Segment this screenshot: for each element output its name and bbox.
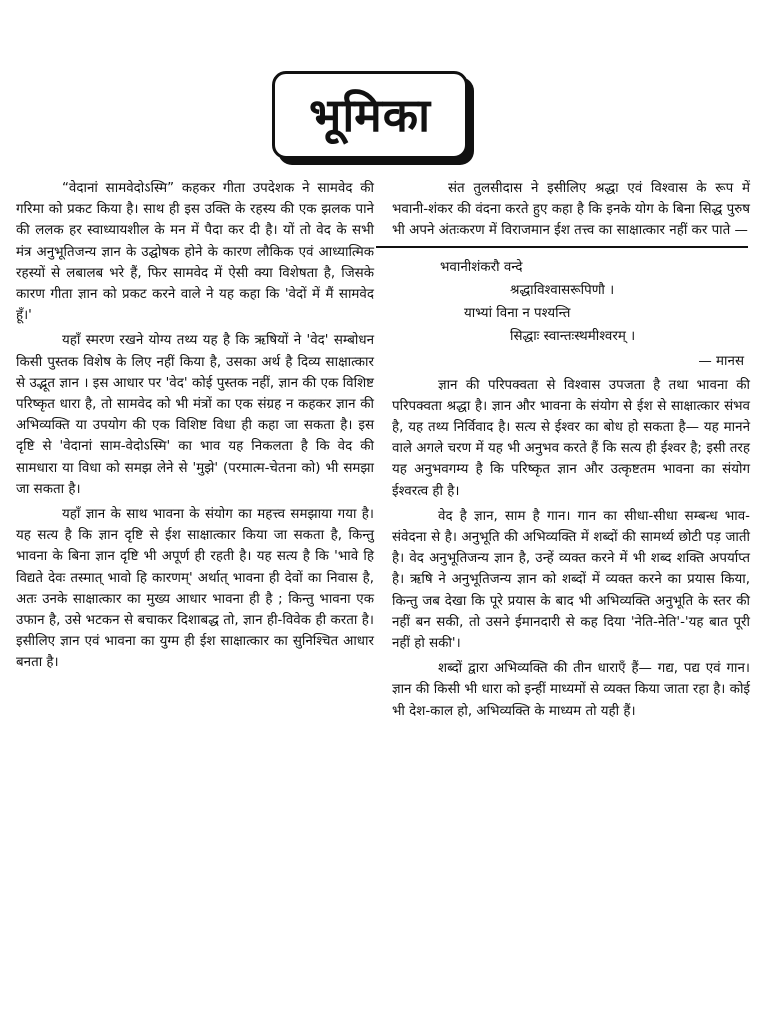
divider-rule xyxy=(376,246,748,248)
verse-line-2: श्रद्धाविश्वासरूपिणौ । xyxy=(510,282,615,298)
left-paragraph-1: “वेदानां सामवेदोऽस्मि” कहकर गीता उपदेशक ने सामवेद की गरिमा को प्रकट किया है। साथ ही इस उक्ति के रहस्य की एक झलक पाने की ललक हर स्वाध्यायशील के मन में पैदा कर दी है। यों तो वेद के सभी मंत्र अनुभूतिजन्य ज्ञान के उद्घोषक होने के कारण लौकिक एवं आध्यात्मिक रहस्यों से लबालब भरे हैं, फिर सामवेद में ऐसी क्या विशेषता है, जिसके कारण गीता ज्ञान को प्रकट करने वाले ने यह कहा कि 'वेदों में मैं सामवेद हूँ।' xyxy=(16,181,374,324)
verse-source: — मानस xyxy=(698,353,744,369)
right-intro-paragraph: संत तुलसीदास ने इसीलिए श्रद्धा एवं विश्वास के रूप में भवानी-शंकर की वंदना करते हुए कहा है कि इनके योग के बिना सिद्ध पुरुष भी अपने अंतःकरण में विराजमान ईश तत्त्व का साक्षात्कार नहीं कर पाते — xyxy=(392,181,750,239)
title-box xyxy=(272,71,468,159)
verse-block xyxy=(392,256,750,348)
right-paragraph-2: वेद है ज्ञान, साम है गान। गान का सीधा-सीधा सम्बन्ध भाव-संवेदना से है। अनुभूति की अभिव्यक्ति में शब्दों की सामर्थ्य छोटी पड़ जाती है। वेद अनुभूतिजन्य ज्ञान है, उन्हें व्यक्त करने में भी शब्द शक्ति अपर्याप्त है। ऋषि ने अनुभूतिजन्य ज्ञान को शब्दों में व्यक्त करने का प्रयास किया, किन्तु जब देखा कि पूरे प्रयास के बाद भी अभिव्यक्ति अनुभूति के स्तर की नहीं बन सकी, तो उसने ईमानदारी से कह दिया 'नेति-नेति'-'यह बात पूरी नहीं हो सकी'। xyxy=(392,508,750,652)
page-title: भूमिका xyxy=(308,88,431,142)
left-paragraph-2: यहाँ स्मरण रखने योग्य तथ्य यह है कि ऋषियों ने 'वेद' सम्बोधन किसी पुस्तक विशेष के लिए नहीं किया है, उसका अर्थ है दिव्य साक्षात्कार से उद्भूत ज्ञान । इस आधार पर 'वेद' कोई पुस्तक नहीं, ज्ञान की एक विशिष्ट परिष्कृत धारा है, तो सामवेद को भी मंत्रों का एक संग्रह न कहकर ज्ञान की अभिव्यक्ति या उपयोग की एक विशिष्ट विधा ही कहा जा सकता है। इस दृष्टि से 'वेदानां साम-वेदोऽस्मि' का भाव यह निकलता है कि वेद की सामधारा या विधा को समझ लेने से 'मुझे' (परमात्म-चेतना को) भी समझा जा सकता है। xyxy=(16,333,374,497)
left-paragraph-3: यहाँ ज्ञान के साथ भावना के संयोग का महत्त्व समझाया गया है। यह सत्य है कि ज्ञान दृष्टि से ईश साक्षात्कार किया जा सकता है, किन्तु भावना के बिना ज्ञान दृष्टि भी अपूर्ण ही रहती है। यह सत्य है कि 'भावे हि विद्यते देवः तस्मात् भावो हि कारणम्' अर्थात् भावना ही देवों का निवास है, अतः उनके साक्षात्कार का मुख्य आधार भावना ही है ; किन्तु भावना एक उफान है, उसे भटकन से बचाकर दिशाबद्ध तो, ज्ञान ही-विवेक ही करता है। इसीलिए ज्ञान एवं भावना का युग्म ही ईश साक्षात्कार का सुनिश्चित आधार बनता है। xyxy=(16,507,374,671)
verse-line-4: सिद्धाः स्वान्तःस्थमीश्वरम् । xyxy=(510,328,636,344)
left-column xyxy=(16,178,374,678)
right-column xyxy=(392,178,750,726)
verse-line-3: याभ्यां विना न पश्यन्ति xyxy=(464,305,571,321)
right-paragraph-3: शब्दों द्वारा अभिव्यक्ति की तीन धाराएँ हैं— गद्य, पद्य एवं गान। ज्ञान की किसी भी धारा को इन्हीं माध्यमों से व्यक्त किया जाता रहा है। कोई भी देश-काल हो, अभिव्यक्ति के माध्यम तो यही हैं। xyxy=(392,661,750,719)
verse-line-1: भवानीशंकरौ वन्दे xyxy=(440,259,523,275)
right-paragraph-1: ज्ञान की परिपक्वता से विश्वास उपजता है तथा भावना की परिपक्वता श्रद्धा है। ज्ञान और भावना के संयोग से ईश से साक्षात्कार संभव है, यह तथ्य निर्विवाद है। सत्य से ईश्वर का बोध हो सकता है— यह मानने वाले अगले चरण में यह भी अनुभव करते हैं कि सत्य ही ईश्वर है; इसी तरह यह अनुभवगम्य है कि परिष्कृत ज्ञान और उत्कृष्टतम भावना का संयोग ईश्वरत्व ही है। xyxy=(392,377,750,499)
